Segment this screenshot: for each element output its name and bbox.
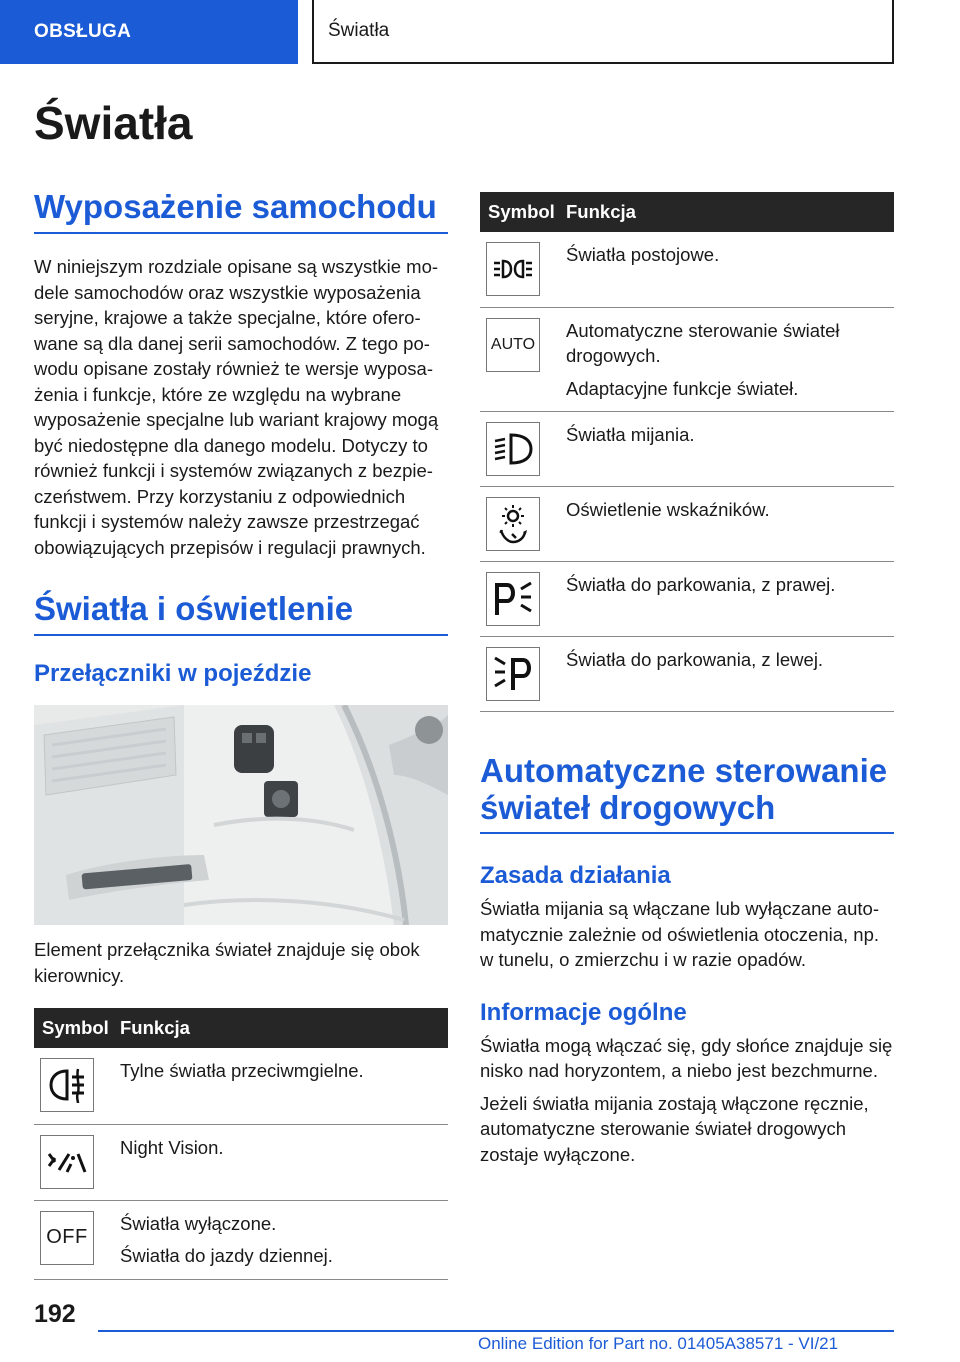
- off-icon: [40, 1211, 94, 1265]
- subheading-principle: Zasada działania: [480, 862, 671, 889]
- footer-divider: [98, 1330, 894, 1332]
- switch-location-photo: [34, 705, 448, 925]
- general-paragraph-1: Światła mogą włączać się, gdy słońce znajduje się nisko nad horyzontem, a niebo jest bezchmurne.: [480, 1034, 893, 1081]
- switch-caption: Element przełącznika świateł znajduje się obok kierownicy.: [34, 939, 420, 986]
- table-header-row: [34, 1008, 448, 1048]
- function-text: Światła do parkowania, z prawej.: [566, 574, 836, 595]
- table-row: [480, 232, 894, 307]
- instrument-lighting-icon: [486, 497, 540, 551]
- symbol-table-right: [480, 192, 894, 712]
- edition-footer: Online Edition for Part no. 01405A38571 - VI/21: [478, 1334, 839, 1353]
- function-text: Światła postojowe.: [566, 244, 720, 265]
- subheading-general: Informacje ogólne: [480, 998, 687, 1026]
- parking-lights-icon: [486, 242, 540, 296]
- function-text: Światła do jazdy dziennej.: [120, 1245, 333, 1266]
- column-header-function: Funkcja: [120, 1008, 448, 1048]
- equipment-paragraph: W niniejszym rozdziale opisane są wszystkie modele samochodów oraz wszystkie wyposażenia seryjne, krajowe a także specjalne, które oferowane są dla danej serii samochodów. Z tego powodu opisane zostały również te wersje wyposażenia i funkcje, które ze względu na wybrane wyposażenie specjalne lub wariant krajowy mogą być niedostępne dla danego modelu. Dotyczy to również funkcji i systemów związanych z bezpieczeństwem. Przy korzystaniu z odpowiednich funkcji i systemów należy zawsze przestrzegać obowiązujących przepisów i regulacji prawnych.: [34, 256, 439, 558]
- low-beam-icon: [486, 422, 540, 476]
- function-text: Światła wyłączone.: [120, 1212, 277, 1234]
- table-row: [480, 562, 894, 637]
- function-text: Night Vision.: [120, 1136, 224, 1158]
- function-text: Oświetlenie wskaźników.: [566, 499, 770, 520]
- table-row: [480, 637, 894, 712]
- left-column: [34, 188, 448, 1280]
- symbol-table-left: [34, 1008, 448, 1280]
- function-text: Światła do parkowania, z lewej.: [566, 649, 824, 670]
- rear-fog-light-icon: [40, 1058, 94, 1112]
- page-number: 192: [34, 1300, 76, 1328]
- parking-light-right-icon: [486, 572, 540, 626]
- section-heading-lights: Światła i oświetlenie: [34, 590, 448, 636]
- auto-icon-text: AUTO: [490, 335, 536, 353]
- function-text: Tylne światła przeciwmgielne.: [120, 1060, 364, 1081]
- subheading-switches: Przełączniki w pojeździe: [34, 660, 312, 687]
- table-row: [34, 1124, 448, 1200]
- chapter-label: Światła: [328, 20, 390, 41]
- function-text: Adaptacyjne funkcje świateł.: [566, 377, 799, 399]
- table-row: [480, 412, 894, 487]
- section-heading-equipment: Wyposażenie samochodu: [34, 188, 448, 234]
- column-header-symbol: Symbol: [34, 1008, 120, 1048]
- section-label: OBSŁUGA: [34, 21, 132, 42]
- function-text: Automatyczne sterowanie świateł drogowych.: [566, 319, 840, 366]
- night-vision-icon: [40, 1135, 94, 1189]
- column-header-function: Funkcja: [566, 192, 894, 232]
- table-row: [480, 487, 894, 562]
- parking-light-left-icon: [486, 647, 540, 701]
- right-column: [480, 192, 894, 1167]
- chapter-header: [312, 0, 894, 64]
- table-row: [34, 1200, 448, 1279]
- general-paragraph-2: Jeżeli światła mijania zostają włączone ręcznie, automatyczne sterowanie świateł drogowych zostaje wyłączone.: [480, 1092, 869, 1165]
- table-row: [34, 1048, 448, 1124]
- auto-icon: [486, 318, 540, 372]
- section-heading-auto-lights: Automatyczne sterowanie świateł drogowych: [480, 752, 894, 834]
- column-header-symbol: Symbol: [480, 192, 566, 232]
- table-row: [480, 307, 894, 412]
- off-icon-text: OFF: [46, 1226, 88, 1248]
- table-header-row: [480, 192, 894, 232]
- function-text: Światła mijania.: [566, 424, 695, 445]
- principle-paragraph: Światła mijania są włączane lub wyłączane automatycznie zależnie od oświetlenia otoczenia, np. w tunelu, o zmierzchu i w razie opadów.: [480, 898, 880, 970]
- page-title: Światła: [34, 97, 193, 149]
- section-tab: [0, 0, 298, 64]
